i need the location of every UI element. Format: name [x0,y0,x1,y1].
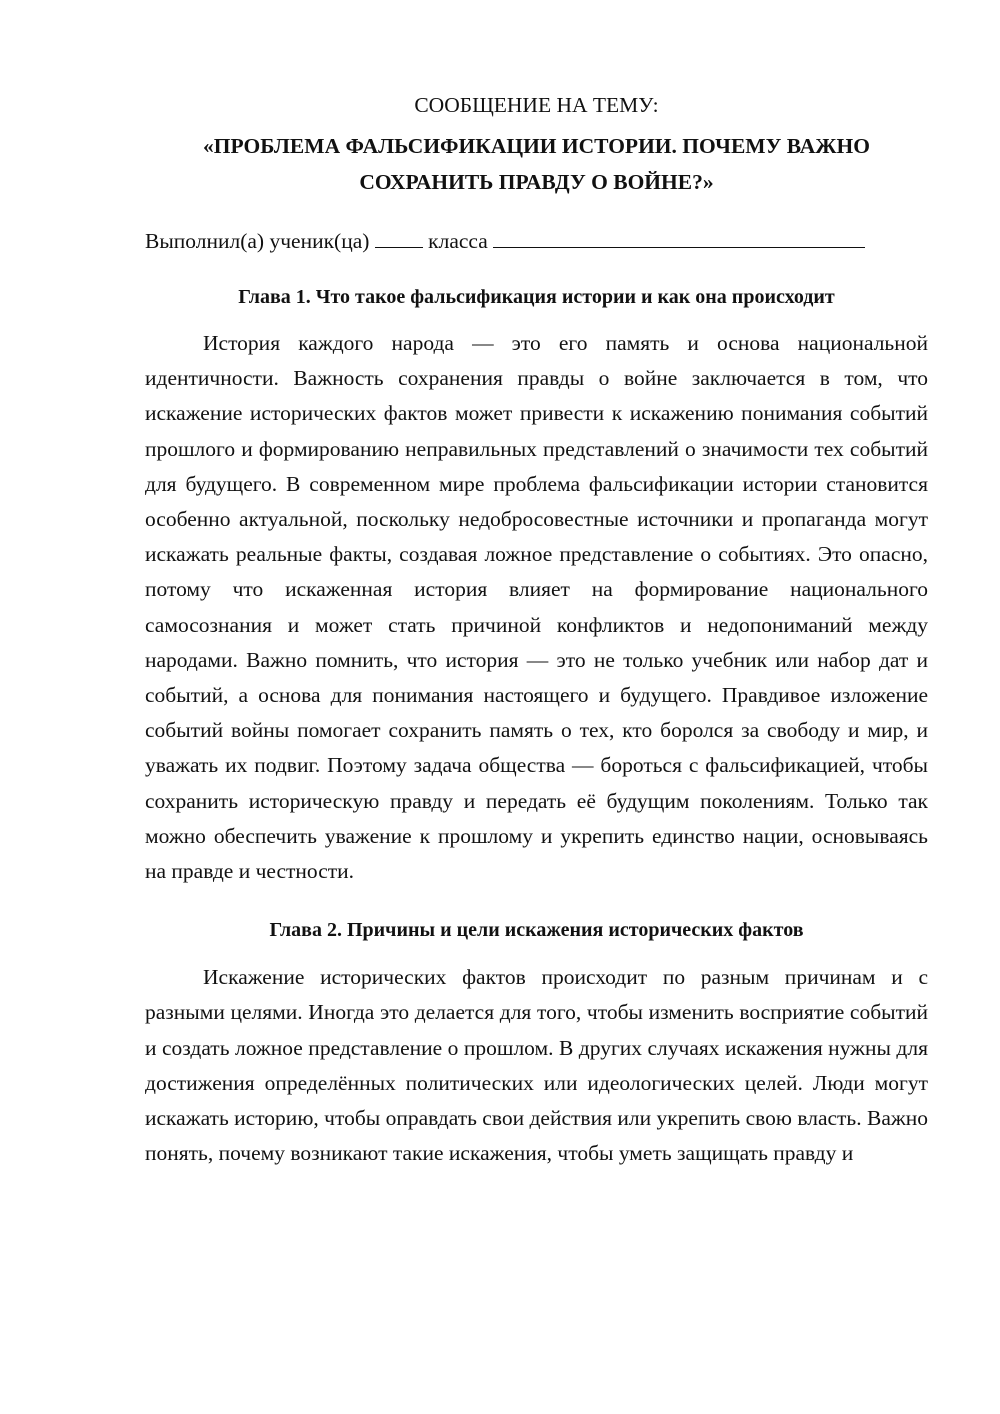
document-header: СООБЩЕНИЕ НА ТЕМУ: [414,93,659,117]
document-title [145,128,928,200]
document-page [145,88,928,1171]
chapter-1-heading: Глава 1. Что такое фальсификация истории и как она происходит [238,286,835,308]
author-line [145,224,928,258]
title-line-2: СОХРАНИТЬ ПРАВДУ О ВОЙНЕ?» [359,170,714,194]
title-line-1: «ПРОБЛЕМА ФАЛЬСИФИКАЦИИ ИСТОРИИ. ПОЧЕМУ ВАЖНО [203,134,870,158]
name-blank [493,225,865,248]
chapter-2-heading: Глава 2. Причины и цели искажения исторических фактов [269,919,804,942]
class-blank [375,225,423,248]
chapter-2-paragraph: Искажение исторических фактов происходит по разным причинам и с разными целями. Иногда это делается для того, чтобы изменить восприятие событий и создать ложное представление о прошлом. В других случаях искажения нужны для достижения определённых политических или идеологических целей. Люди могут искажать историю, чтобы оправдать свои действия или укрепить свою власть. Важно понять, почему возникают такие искажения, чтобы уметь защищать правду и [145,965,928,1166]
chapter-1-paragraph: История каждого народа — это его память и основа национальной идентичности. Важность сохранения правды о войне заключается в том, что искажение исторических фактов может привести к искажению понимания событий прошлого и формированию неправильных представлений о значимости тех событий для будущего. В современном мире проблема фальсификации истории становится особенно актуальной, поскольку недобросовестные источники и пропаганда могут искажать реальные факты, создавая ложное представление о событиях. Это опасно, потому что искаженная история влияет на формирование национального самосознания и может стать причиной конфликтов и недопониманий между народами. Важно помнить, что история — это не только учебник или набор дат и событий, а основа для понимания настоящего и будущего. Правдивое изложение событий войны помогает сохранить память о тех, кто боролся за свободу и мир, и уважать их подвиг. Поэтому задача общества — бороться с фальсификацией, чтобы сохранить историческую правду и передать её будущим поколениям. Только так можно обеспечить уважение к прошлому и укрепить единство нации, основываясь на правде и честности. [145,331,928,884]
author-prefix: Выполнил(а) ученик(ца) [145,229,370,253]
author-middle: класса [428,229,488,253]
